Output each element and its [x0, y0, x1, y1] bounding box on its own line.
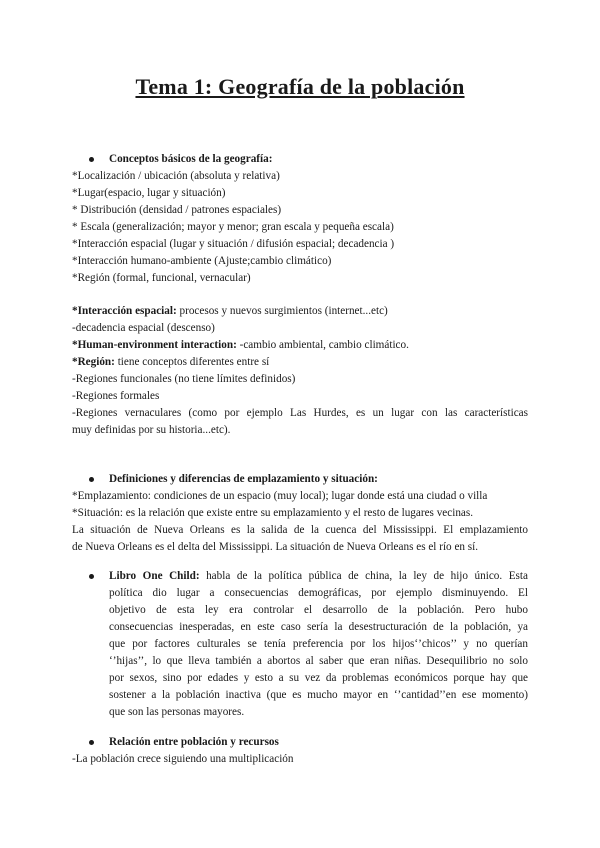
list-item: *Interacción humano-ambiente (Ajuste;cambio climático) [72, 255, 332, 267]
text-line: objetivo de esta ley era controlar el desarrollo de la población. Pero hubo [109, 604, 528, 616]
bullet-icon [89, 574, 94, 579]
text-line: que por factores culturales se tenía preferencia por los hijos‘’chicos’’ y no querían [109, 638, 528, 650]
list-item: * Escala (generalización; mayor y menor; gran escala y pequeña escala) [72, 221, 394, 233]
term-label: *Interacción espacial: [72, 305, 177, 317]
term-text: -cambio ambiental, cambio climático. [236, 339, 409, 351]
text-line: *Emplazamiento: condiciones de un espacio (muy local); lugar donde está una ciudad o villa [72, 490, 488, 502]
term-text: procesos y nuevos surgimientos (internet...etc) [176, 305, 388, 317]
text-line: consecuencias inesperadas, en este caso sería la desestructuración de la población, ya [109, 621, 528, 633]
text-line: -Regiones vernaculares (como por ejemplo Las Hurdes, es un lugar con las características [72, 407, 528, 419]
text-line: -decadencia espacial (descenso) [72, 322, 215, 334]
text-line: sostener a la población inactiva (que es mucho mayor en ‘’cantidad’’en ese momento) [109, 689, 528, 701]
section-heading: Relación entre población y recursos [109, 736, 279, 748]
text-line: política dio lugar a consecuencias demográficas, por ejemplo disminuyendo. El [109, 587, 528, 599]
list-item: *Región (formal, funcional, vernacular) [72, 272, 251, 284]
section-heading: Definiciones y diferencias de emplazamiento y situación: [109, 473, 378, 485]
text-line: -La población crece siguiendo una multiplicación [72, 753, 294, 765]
term-label: *Human-environment interaction: [72, 339, 237, 351]
term-text: habla de la política pública de china, la ley de hijo único. Esta [199, 570, 528, 582]
page-title: Tema 1: Geografía de la población [135, 74, 465, 99]
text-line [72, 337, 409, 353]
bullet-icon [89, 740, 94, 745]
text-line: *Situación: es la relación que existe entre su emplazamiento y el resto de lugares vecinas. [72, 507, 474, 519]
text-line: -Regiones funcionales (no tiene límites definidos) [72, 373, 296, 385]
text-line: por sexos, sino por edades y esto a su vez da problemas económicos porque hay que [109, 672, 528, 684]
term-label: *Región: [72, 356, 115, 368]
list-item: * Distribución (densidad / patrones espaciales) [72, 204, 282, 216]
text-line: ‘’hijas’’, lo que lleva también a abortos al saber que eran niñas. Desequilibrio no solo [109, 655, 528, 667]
bullet-icon [89, 157, 94, 162]
text-line: muy definidas por su historia...etc). [72, 424, 231, 436]
text-line: La situación de Nueva Orleans es la salida de la cuenca del Mississippi. El emplazamiento [72, 524, 528, 536]
text-line [109, 568, 528, 584]
list-item: *Lugar(espacio, lugar y situación) [72, 187, 226, 199]
text-line: que son las personas mayores. [109, 706, 245, 718]
text-line: de Nueva Orleans es el delta del Mississippi. La situación de Nueva Orleans es el río en sí. [72, 541, 479, 553]
list-item: *Localización / ubicación (absoluta y relativa) [72, 170, 280, 182]
text-line: -Regiones formales [72, 390, 160, 402]
text-line [72, 303, 388, 319]
text-line [72, 354, 269, 370]
section-heading: Conceptos básicos de la geografía: [109, 153, 273, 165]
term-text: tiene conceptos diferentes entre sí [114, 356, 270, 368]
list-item: *Interacción espacial (lugar y situación / difusión espacial; decadencia ) [72, 238, 395, 250]
term-label: Libro One Child: [109, 570, 200, 582]
bullet-icon [89, 477, 94, 482]
